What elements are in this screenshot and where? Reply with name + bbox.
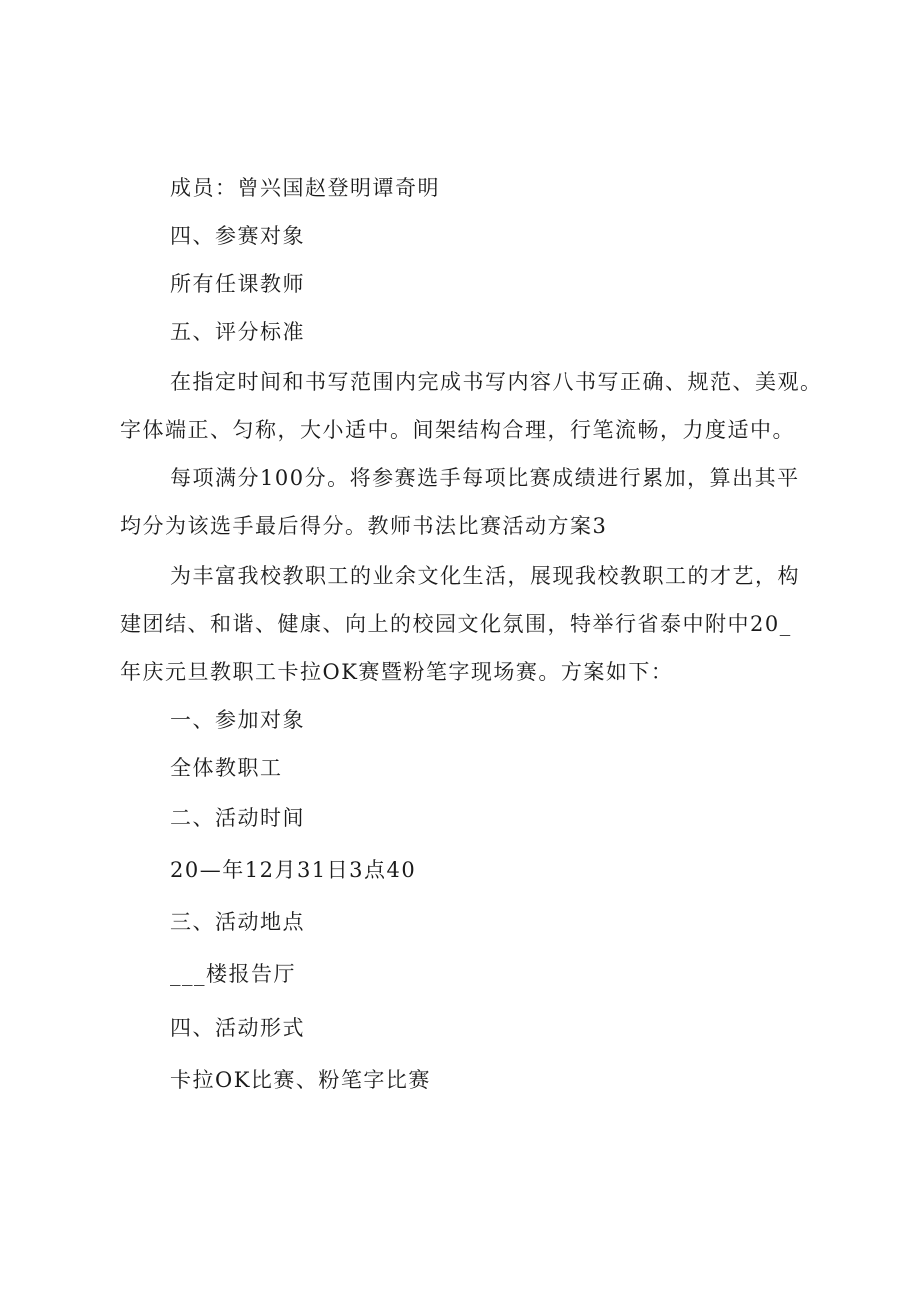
format-text: 卡拉OK比赛、粉笔字比赛 <box>170 1068 431 1092</box>
intro-paragraph-line-3: 年庆元旦教职工卡拉OK赛暨粉笔字现场赛。方案如下： <box>120 660 674 684</box>
participants-text: 所有任课教师 <box>170 272 305 296</box>
scoring-paragraph-1-line-2: 字体端正、匀称，大小适中。间架结构合理，行笔流畅，力度适中。 <box>120 418 795 442</box>
section-heading-participants: 四、参赛对象 <box>170 224 305 248</box>
intro-paragraph-line-2: 建团结、和谐、健康、向上的校园文化氛围，特举行省泰中附中20_ <box>120 612 792 636</box>
section-heading-location: 三、活动地点 <box>170 910 305 934</box>
scoring-paragraph-1-line-1: 在指定时间和书写范围内完成书写内容八书写正确、规范、美观。 <box>170 370 823 394</box>
target-text: 全体教职工 <box>170 756 283 780</box>
location-text: ___楼报告厅 <box>170 962 296 986</box>
section-heading-target: 一、参加对象 <box>170 708 305 732</box>
scoring-paragraph-2-line-1: 每项满分100分。将参赛选手每项比赛成绩进行累加，算出其平 <box>170 466 800 490</box>
time-text: 20—年12月31日3点40 <box>170 858 417 882</box>
section-heading-time: 二、活动时间 <box>170 806 305 830</box>
scoring-paragraph-2-line-2: 均分为该选手最后得分。教师书法比赛活动方案3 <box>120 514 608 538</box>
intro-paragraph-line-1: 为丰富我校教职工的业余文化生活，展现我校教职工的才艺，构 <box>170 564 800 588</box>
members-line: 成员：曾兴国赵登明谭奇明 <box>170 176 440 200</box>
section-heading-format: 四、活动形式 <box>170 1016 305 1040</box>
section-heading-scoring: 五、评分标准 <box>170 320 305 344</box>
